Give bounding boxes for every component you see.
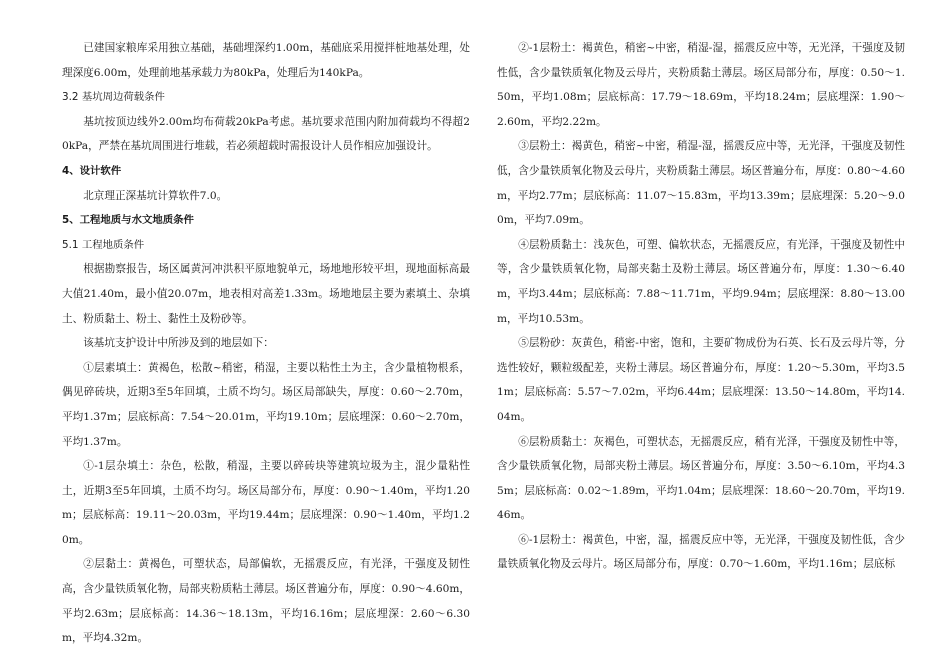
section-heading-3-2: 3.2 基坑周边荷载条件: [62, 91, 165, 104]
section-heading-5-1: 5.1 工程地质条件: [62, 238, 145, 251]
paragraph-granary-foundation: 已建国家粮库采用独立基础，基础埋深约1.00m，基础底采用搅拌桩地基处理，处理深度6.00m，处理前地基承载力为80kPa，处理后为140kPa。: [62, 42, 470, 79]
paragraph-stratum-2: ②层黏土：黄褐色，可塑状态，局部偏软，无摇震反应，有光泽，干强度及韧性高，含少量铁质氧化物，局部夹粉质粘土薄层。场区普遍分布，厚度：0.90～4.60m，平均2.63m；层底标高：14.36～18.13m，平均16.16m；层底埋深：2.60～6.30m，平均4.32m。: [62, 558, 470, 645]
paragraph-survey-report: 根据勘察报告，场区属黄河冲洪积平原地貌单元，场地地形较平坦，现地面标高最大值21.40m，最小值20.07m，地表相对高差1.33m。场地地层主要为素填土、杂填土、粉质黏土、粉土、黏性土及粉砂等。: [62, 263, 470, 325]
left-column: [62, 36, 470, 651]
paragraph-stratum-1-1: ①-1层杂填土：杂色，松散，稍湿，主要以碎砖块等建筑垃圾为主，混少量粘性土，近期3至5年回填，土质不均匀。场区局部分布，厚度：0.90～1.40m，平均1.20m；层底标高：19.11～20.03m，平均19.44m；层底埋深：0.90～1.40m，平均1.20m。: [62, 460, 470, 546]
paragraph-strata-intro: 该基坑支护设计中所涉及到的地层如下：: [83, 337, 274, 350]
section-heading-4: 4、设计软件: [62, 164, 122, 177]
paragraph-stratum-5: ⑤层粉砂：灰黄色，稍密-中密，饱和，主要矿物成份为石英、长石及云母片等，分选性较好，颗粒级配差，夹粉土薄层。场区普遍分布，厚度：1.20～5.30m，平均3.51m；层底标高：5.57～7.02m，平均6.44m；层底埋深：13.50～14.80m，平均14.04m。: [497, 337, 905, 423]
section-heading-5: 5、工程地质与水文地质条件: [62, 214, 194, 227]
paragraph-stratum-3: ③层粉土：褐黄色，稍密~中密，稍湿-湿，摇震反应中等，无光泽，干强度及韧性低，含少量铁质氧化物及云母片，夹粉质黏土薄层。场区普遍分布，厚度：0.80～4.60m，平均2.77m；层底标高：11.07～15.83m，平均13.39m；层底埋深：5.20～9.00m，平均7.09m。: [497, 140, 905, 227]
paragraph-stratum-6: ⑥层粉质黏土：灰褐色，可塑状态，无摇震反应，稍有光泽，干强度及韧性中等，含少量铁质氧化物，局部夹粉土薄层。场区普遍分布，厚度：3.50～6.10m，平均4.35m；层底标高：0.02～1.89m，平均1.04m；层底埋深：18.60～20.70m，平均19.46m。: [497, 435, 905, 522]
paragraph-stratum-6-1: ⑥-1层粉土：褐黄色，中密，湿，摇震反应中等，无光泽，干强度及韧性低，含少量铁质氧化物及云母片。场区局部分布，厚度：0.70～1.60m，平均1.16m；层底标: [497, 533, 905, 571]
paragraph-stratum-4: ④层粉质黏土：浅灰色，可塑、偏软状态，无摇震反应，有光泽，干强度及韧性中等，含少量铁质氧化物，局部夹黏土及粉土薄层。场区普遍分布，厚度：1.30～6.40m，平均3.44m；层底标高：7.88～11.71m，平均9.94m；层底埋深：8.80～13.00m，平均10.53m。: [497, 238, 905, 325]
paragraph-stratum-1: ①层素填土：黄褐色，松散~稍密，稍湿，主要以粘性土为主，含少量植物根系，偶见碎砖块，近期3至5年回填，土质不均匀。场区局部缺失，厚度：0.60～2.70m，平均1.37m；层底标高：7.54～20.01m，平均19.10m；层底埋深：0.60～2.70m，平均1.37m。: [62, 361, 470, 448]
paragraph-stratum-2-1: ②-1层粉土：褐黄色，稍密~中密，稍湿-湿，摇震反应中等，无光泽，干强度及韧性低，含少量铁质氧化物及云母片，夹粉质黏土薄层。场区局部分布，厚度：0.50～1.50m，平均1.08m；层底标高：17.79～18.69m，平均18.24m；层底埋深：1.90～2.60m，平均2.22m。: [497, 42, 905, 128]
right-column: [497, 36, 905, 577]
paragraph-edge-load: 基坑按顶边线外2.00m均布荷载20kPa考虑。基坑要求范围内附加荷载均不得超20kPa，严禁在基坑周围进行堆载，若必须超载时需报设计人员作相应加强设计。: [62, 115, 470, 153]
paragraph-software: 北京理正深基坑计算软件7.0。: [83, 189, 228, 202]
